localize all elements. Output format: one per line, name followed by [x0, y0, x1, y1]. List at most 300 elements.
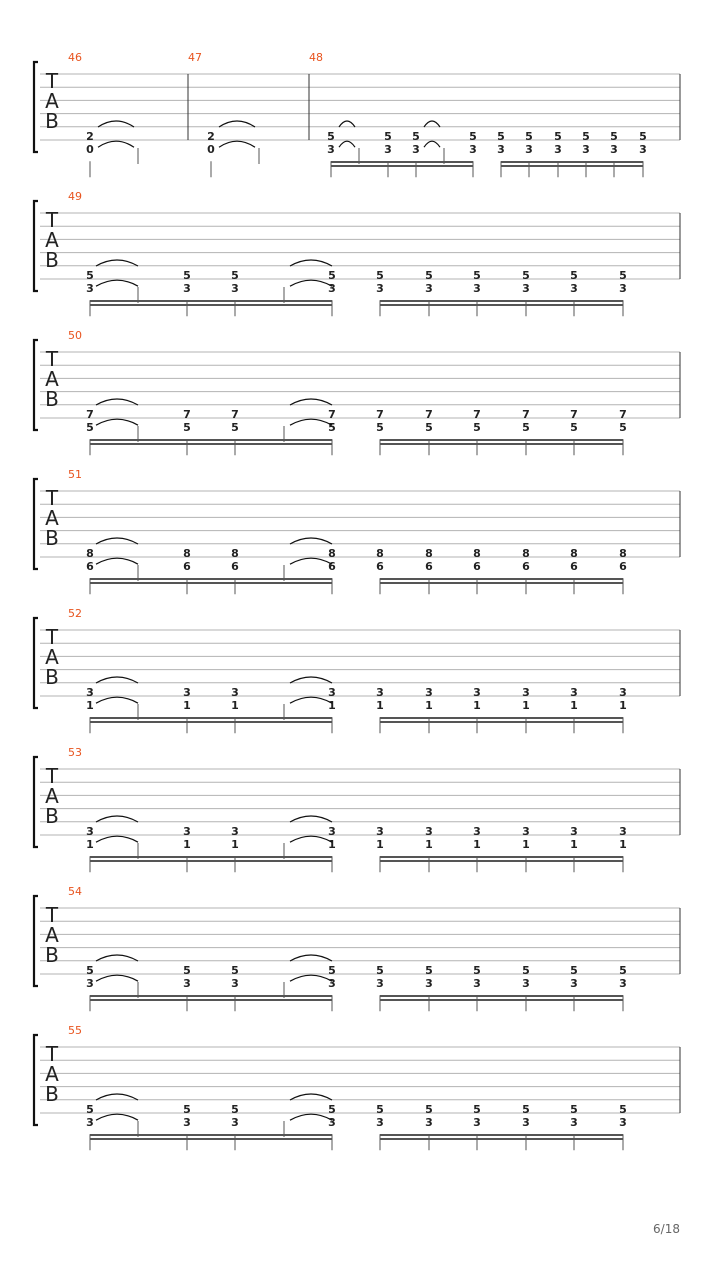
fret-number: 3: [522, 1116, 530, 1130]
tab-note: [522, 547, 530, 594]
fret-number: 5: [497, 130, 505, 143]
fret-number: 2: [86, 130, 94, 143]
tie-arc: [290, 677, 332, 683]
beam: [501, 161, 643, 163]
beam: [90, 443, 332, 445]
fret-number: 1: [328, 838, 336, 852]
tab-note: [525, 130, 533, 177]
tab-system: [34, 190, 680, 316]
beam: [380, 578, 623, 580]
tie-arc: [96, 558, 138, 564]
tab-note: [183, 964, 191, 1011]
fret-number: 8: [86, 547, 94, 560]
fret-number: 7: [231, 408, 239, 421]
fret-number: 5: [425, 269, 433, 282]
tie-arc: [339, 141, 355, 147]
fret-number: 3: [473, 1116, 481, 1130]
fret-number: 1: [376, 838, 384, 852]
fret-number: 3: [522, 282, 530, 296]
fret-number: 7: [570, 408, 578, 421]
tie-arc: [96, 538, 138, 544]
beam: [380, 860, 623, 862]
tie-arc: [96, 399, 138, 405]
tab-note: [376, 686, 384, 733]
fret-number: 3: [328, 1116, 336, 1130]
tab-note: [376, 1103, 384, 1150]
fret-number: 5: [327, 130, 335, 143]
tie-arc: [96, 975, 138, 981]
fret-number: 3: [328, 282, 336, 296]
fret-number: 7: [522, 408, 530, 421]
tie-arc: [290, 260, 332, 266]
tab-clef-letter: B: [45, 109, 59, 133]
system-bracket: [34, 340, 38, 430]
tab-clef-letter: B: [45, 1082, 59, 1106]
fret-number: 1: [570, 699, 578, 713]
tab-note: [570, 825, 578, 872]
fret-number: 3: [473, 282, 481, 296]
tab-note: [610, 130, 618, 177]
fret-number: 1: [86, 838, 94, 852]
fret-number: 3: [619, 686, 627, 699]
tab-clef-letter: T: [45, 1042, 59, 1066]
fret-number: 3: [619, 977, 627, 991]
beam: [90, 300, 332, 302]
tab-note: [86, 547, 94, 594]
tab-system: [34, 329, 680, 455]
tab-clef-letter: A: [45, 89, 59, 113]
tab-clef-letter: A: [45, 923, 59, 947]
fret-number: 3: [183, 686, 191, 699]
fret-number: 3: [570, 825, 578, 838]
fret-number: 3: [183, 825, 191, 838]
tab-note: [425, 408, 433, 455]
beam: [90, 860, 332, 862]
tie-arc: [98, 141, 134, 147]
fret-number: 5: [554, 130, 562, 143]
tab-note: [231, 269, 239, 316]
fret-number: 5: [619, 421, 627, 435]
tie-arc: [290, 1114, 332, 1120]
tab-clef-letter: B: [45, 665, 59, 689]
tie-arc: [96, 280, 138, 286]
tab-clef-letter: T: [45, 903, 59, 927]
fret-number: 8: [183, 547, 191, 560]
beam: [90, 1134, 332, 1136]
tab-clef-letter: A: [45, 645, 59, 669]
tab-note: [570, 1103, 578, 1150]
fret-number: 5: [231, 269, 239, 282]
fret-number: 3: [570, 977, 578, 991]
measure-number: 50: [68, 329, 82, 342]
tie-arc: [290, 975, 332, 981]
tab-note: [86, 269, 94, 316]
fret-number: 5: [328, 421, 336, 435]
system-bracket: [34, 62, 38, 152]
fret-number: 5: [376, 269, 384, 282]
fret-number: 3: [328, 686, 336, 699]
beam: [90, 304, 332, 306]
fret-number: 6: [473, 560, 481, 574]
tie-arc: [96, 260, 138, 266]
tab-note: [639, 130, 647, 177]
tab-note: [522, 1103, 530, 1150]
beam: [90, 999, 332, 1001]
fret-number: 1: [619, 838, 627, 852]
tab-clef-letter: T: [45, 764, 59, 788]
page-number: 6/18: [653, 1222, 680, 1236]
fret-number: 5: [425, 421, 433, 435]
tie-arc: [290, 836, 332, 842]
beam: [90, 717, 332, 719]
fret-number: 1: [425, 699, 433, 713]
beam: [90, 995, 332, 997]
fret-number: 5: [231, 964, 239, 977]
fret-number: 7: [183, 408, 191, 421]
fret-number: 3: [376, 686, 384, 699]
tie-arc: [290, 399, 332, 405]
fret-number: 1: [473, 699, 481, 713]
tie-arc: [96, 836, 138, 842]
fret-number: 1: [231, 838, 239, 852]
tab-note: [497, 130, 505, 177]
tab-note: [183, 1103, 191, 1150]
tie-arc: [98, 121, 134, 127]
tab-note: [473, 686, 481, 733]
fret-number: 1: [328, 699, 336, 713]
fret-number: 7: [376, 408, 384, 421]
fret-number: 3: [525, 143, 533, 157]
beam: [380, 717, 623, 719]
tab-note: [619, 408, 627, 455]
tab-clef-letter: B: [45, 526, 59, 550]
fret-number: 3: [376, 825, 384, 838]
fret-number: 3: [328, 977, 336, 991]
tab-note: [619, 825, 627, 872]
tab-note: [86, 825, 94, 872]
fret-number: 3: [231, 977, 239, 991]
beam: [380, 721, 623, 723]
beam: [501, 165, 643, 167]
tab-note: [425, 964, 433, 1011]
tab-note: [570, 269, 578, 316]
fret-number: 7: [86, 408, 94, 421]
fret-number: 5: [231, 1103, 239, 1116]
tab-note: [554, 130, 562, 177]
fret-number: 3: [425, 1116, 433, 1130]
tie-arc: [96, 677, 138, 683]
fret-number: 7: [328, 408, 336, 421]
fret-number: 7: [619, 408, 627, 421]
tab-note: [376, 408, 384, 455]
fret-number: 3: [231, 686, 239, 699]
tie-arc: [290, 419, 332, 425]
tab-note: [231, 964, 239, 1011]
fret-number: 7: [473, 408, 481, 421]
fret-number: 3: [473, 825, 481, 838]
tie-arc: [219, 141, 255, 147]
tab-system: [34, 51, 680, 177]
beam: [380, 856, 623, 858]
fret-number: 3: [86, 686, 94, 699]
tab-note: [86, 964, 94, 1011]
fret-number: 5: [619, 964, 627, 977]
fret-number: 6: [231, 560, 239, 574]
fret-number: 5: [522, 964, 530, 977]
tab-clef-letter: B: [45, 943, 59, 967]
fret-number: 5: [570, 269, 578, 282]
fret-number: 8: [376, 547, 384, 560]
measure-number: 47: [188, 51, 202, 64]
fret-number: 3: [412, 143, 420, 157]
tab-note: [619, 964, 627, 1011]
tab-note: [522, 964, 530, 1011]
fret-number: 1: [183, 699, 191, 713]
measure-number: 55: [68, 1024, 82, 1037]
fret-number: 1: [522, 838, 530, 852]
tab-note: [473, 825, 481, 872]
tab-clef-letter: T: [45, 486, 59, 510]
tab-note: [183, 408, 191, 455]
fret-number: 3: [384, 143, 392, 157]
tab-note: [183, 686, 191, 733]
tie-arc: [290, 816, 332, 822]
tab-note: [425, 686, 433, 733]
fret-number: 8: [473, 547, 481, 560]
tab-note: [619, 547, 627, 594]
fret-number: 5: [525, 130, 533, 143]
beam: [90, 1138, 332, 1140]
fret-number: 5: [183, 964, 191, 977]
fret-number: 5: [570, 964, 578, 977]
fret-number: 5: [522, 1103, 530, 1116]
tie-arc: [424, 121, 440, 127]
fret-number: 5: [469, 130, 477, 143]
tab-note: [473, 408, 481, 455]
fret-number: 5: [376, 1103, 384, 1116]
tab-note: [231, 547, 239, 594]
tab-note: [412, 130, 420, 177]
tab-clef-letter: A: [45, 506, 59, 530]
tab-note: [86, 1103, 94, 1150]
fret-number: 5: [473, 269, 481, 282]
beam: [331, 161, 473, 163]
tab-clef-letter: T: [45, 69, 59, 93]
fret-number: 6: [522, 560, 530, 574]
tab-note: [425, 547, 433, 594]
tab-clef-letter: B: [45, 387, 59, 411]
fret-number: 3: [619, 282, 627, 296]
fret-number: 5: [619, 269, 627, 282]
tab-note: [327, 130, 335, 177]
tab-note: [328, 686, 336, 733]
beam: [380, 443, 623, 445]
tab-clef-letter: B: [45, 248, 59, 272]
tab-note: [425, 1103, 433, 1150]
fret-number: 3: [522, 977, 530, 991]
tab-note: [582, 130, 590, 177]
tie-arc: [96, 1094, 138, 1100]
tab-note: [231, 408, 239, 455]
fret-number: 3: [522, 686, 530, 699]
fret-number: 3: [469, 143, 477, 157]
tab-note: [522, 825, 530, 872]
tie-arc: [339, 121, 355, 127]
fret-number: 5: [86, 421, 94, 435]
beam: [380, 995, 623, 997]
measure-number: 54: [68, 885, 82, 898]
fret-number: 0: [86, 143, 94, 157]
tab-note: [473, 964, 481, 1011]
fret-number: 5: [328, 964, 336, 977]
tab-note: [425, 269, 433, 316]
fret-number: 3: [425, 282, 433, 296]
measure-number: 52: [68, 607, 82, 620]
tab-system: [34, 746, 680, 872]
beam: [380, 1134, 623, 1136]
fret-number: 5: [425, 964, 433, 977]
tab-note: [376, 547, 384, 594]
fret-number: 3: [582, 143, 590, 157]
fret-number: 3: [522, 825, 530, 838]
beam: [90, 582, 332, 584]
fret-number: 5: [183, 421, 191, 435]
measure-number: 46: [68, 51, 82, 64]
fret-number: 3: [376, 282, 384, 296]
tab-system: [34, 468, 680, 594]
system-bracket: [34, 479, 38, 569]
beam: [90, 578, 332, 580]
fret-number: 3: [619, 825, 627, 838]
fret-number: 5: [376, 964, 384, 977]
fret-number: 3: [425, 977, 433, 991]
system-bracket: [34, 1035, 38, 1125]
fret-number: 3: [376, 977, 384, 991]
tab-note: [207, 130, 215, 177]
fret-number: 5: [473, 421, 481, 435]
tab-note: [473, 269, 481, 316]
tab-clef-letter: A: [45, 367, 59, 391]
fret-number: 2: [207, 130, 215, 143]
fret-number: 5: [86, 1103, 94, 1116]
fret-number: 3: [86, 1116, 94, 1130]
tab-system: [34, 607, 680, 733]
tab-note: [473, 1103, 481, 1150]
beam: [380, 304, 623, 306]
fret-number: 5: [425, 1103, 433, 1116]
fret-number: 3: [473, 686, 481, 699]
tie-arc: [290, 697, 332, 703]
tie-arc: [290, 538, 332, 544]
fret-number: 6: [328, 560, 336, 574]
fret-number: 3: [328, 825, 336, 838]
fret-number: 8: [328, 547, 336, 560]
tab-system: [34, 885, 680, 1011]
tab-note: [570, 408, 578, 455]
fret-number: 3: [183, 977, 191, 991]
beam: [380, 300, 623, 302]
system-bracket: [34, 757, 38, 847]
system-bracket: [34, 896, 38, 986]
fret-number: 5: [473, 1103, 481, 1116]
tab-note: [328, 825, 336, 872]
tab-clef-letter: T: [45, 347, 59, 371]
beam: [380, 582, 623, 584]
fret-number: 3: [425, 825, 433, 838]
fret-number: 5: [473, 964, 481, 977]
tab-note: [328, 964, 336, 1011]
fret-number: 1: [570, 838, 578, 852]
fret-number: 3: [610, 143, 618, 157]
fret-number: 3: [183, 1116, 191, 1130]
tab-note: [384, 130, 392, 177]
fret-number: 5: [86, 964, 94, 977]
tab-note: [231, 825, 239, 872]
tie-arc: [96, 816, 138, 822]
fret-number: 1: [522, 699, 530, 713]
fret-number: 5: [522, 269, 530, 282]
fret-number: 5: [183, 1103, 191, 1116]
fret-number: 3: [376, 1116, 384, 1130]
fret-number: 1: [86, 699, 94, 713]
fret-number: 3: [473, 977, 481, 991]
fret-number: 6: [86, 560, 94, 574]
fret-number: 5: [86, 269, 94, 282]
tab-note: [425, 825, 433, 872]
beam: [90, 721, 332, 723]
fret-number: 1: [183, 838, 191, 852]
fret-number: 5: [639, 130, 647, 143]
tab-system: [34, 1024, 680, 1150]
tie-arc: [219, 121, 255, 127]
fret-number: 3: [327, 143, 335, 157]
fret-number: 3: [639, 143, 647, 157]
measure-number: 51: [68, 468, 82, 481]
fret-number: 5: [183, 269, 191, 282]
tab-note: [231, 1103, 239, 1150]
fret-number: 6: [376, 560, 384, 574]
fret-number: 3: [570, 686, 578, 699]
tab-note: [570, 964, 578, 1011]
tab-clef-letter: A: [45, 784, 59, 808]
fret-number: 8: [570, 547, 578, 560]
fret-number: 6: [570, 560, 578, 574]
fret-number: 5: [619, 1103, 627, 1116]
fret-number: 3: [619, 1116, 627, 1130]
fret-number: 5: [570, 1103, 578, 1116]
fret-number: 3: [183, 282, 191, 296]
fret-number: 5: [412, 130, 420, 143]
tab-note: [86, 686, 94, 733]
fret-number: 5: [610, 130, 618, 143]
tab-note: [86, 130, 94, 177]
tie-arc: [96, 1114, 138, 1120]
fret-number: 3: [231, 825, 239, 838]
tie-arc: [290, 1094, 332, 1100]
tab-note: [376, 269, 384, 316]
tab-note: [328, 1103, 336, 1150]
tab-note: [619, 686, 627, 733]
beam: [380, 999, 623, 1001]
fret-number: 1: [619, 699, 627, 713]
fret-number: 1: [473, 838, 481, 852]
fret-number: 5: [231, 421, 239, 435]
tie-arc: [290, 955, 332, 961]
fret-number: 1: [231, 699, 239, 713]
measure-number: 53: [68, 746, 82, 759]
fret-number: 8: [522, 547, 530, 560]
fret-number: 6: [619, 560, 627, 574]
